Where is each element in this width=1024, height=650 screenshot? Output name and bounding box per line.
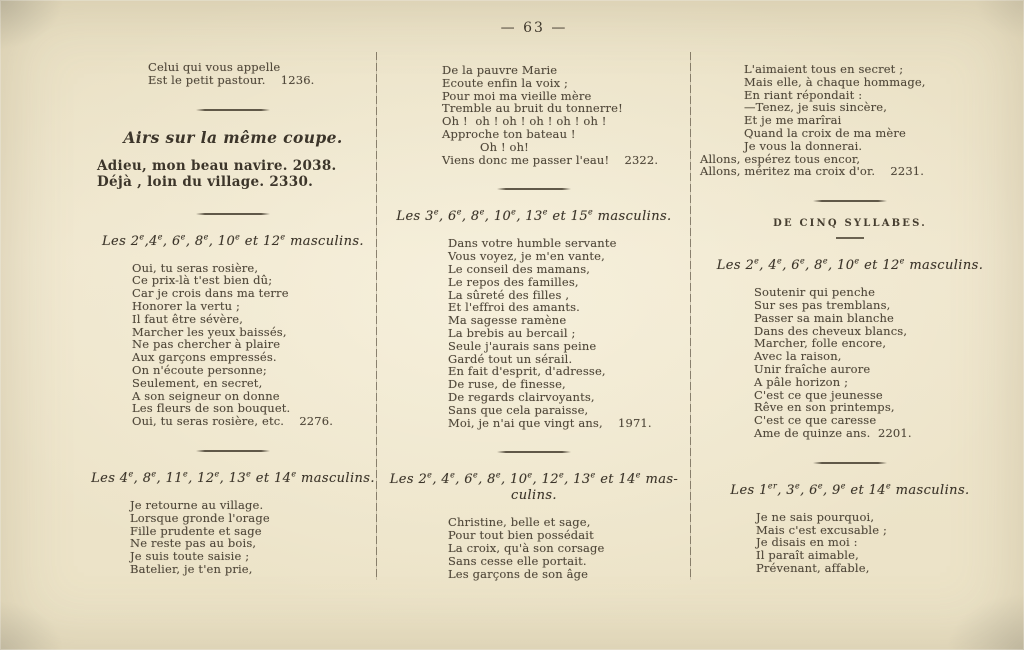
section-divider <box>813 462 887 464</box>
poem-line: La sûreté des filles , <box>448 287 570 302</box>
poem-block <box>380 64 688 166</box>
short-divider <box>836 237 864 239</box>
poem-line: Seulement, en secret, <box>132 375 263 390</box>
poem-line: Il paraît aimable, <box>756 548 859 563</box>
poem-line: Les fleurs de son bouquet. <box>132 401 291 416</box>
section-divider <box>497 188 571 190</box>
poem-block <box>694 63 1006 178</box>
poem-line: Je suis toute saisie ; <box>130 549 250 564</box>
section-divider <box>196 213 270 215</box>
poem-line: Aux garçons empressés. <box>132 350 277 365</box>
poem-line: A son seigneur on donne <box>132 388 280 403</box>
poem-line: Ame de quinze ans. 2201. <box>754 425 912 440</box>
poem-line: On n'écoute personne; <box>132 362 267 377</box>
poem-line: Rêve en son printemps, <box>754 400 895 415</box>
poem-line: Quand la croix de ma mère <box>744 125 906 140</box>
poem-line: La croix, qu'à son corsage <box>448 540 605 555</box>
poem-line: Passer sa main blanche <box>754 310 895 325</box>
poem-line: Le repos des familles, <box>448 274 579 289</box>
poem-line: Je ne sais pourquoi, <box>756 509 875 524</box>
heading-line: Les 2e,4e, 6e, 8e, 10e et 12e masculins. <box>102 232 364 249</box>
poem-line: Oui, tu seras rosière, etc. 2276. <box>132 414 334 429</box>
section-heading <box>380 472 688 504</box>
poem-line: Je vous la donnerai. <box>744 138 863 153</box>
column-center <box>380 0 688 580</box>
song-list-line: Déjà , loin du village. 2330. <box>97 174 314 191</box>
poem-line: Soutenir qui penche <box>754 285 876 300</box>
heading-line: Les 3e, 6e, 8e, 10e, 13e et 15e masculins. <box>396 208 672 225</box>
poem-line: Sur ses pas tremblans, <box>754 297 891 312</box>
poem-line: Pour moi ma vieille mère <box>442 88 592 103</box>
poem-line: Tremble au bruit du tonnerre! <box>442 101 623 116</box>
poem-line: En riant répondait : <box>744 87 863 102</box>
poem-line: Oui, tu seras rosière, <box>132 260 259 275</box>
poem-line: Ne reste pas au bois, <box>130 536 257 551</box>
poem-line: Batelier, je t'en prie, <box>130 561 253 576</box>
poem-line: A pâle horizon ; <box>754 374 849 389</box>
poem-line: C'est ce que jeunesse <box>754 387 883 402</box>
poem-line: Honorer la vertu ; <box>132 298 240 313</box>
poem-line: Ne pas chercher à plaire <box>132 337 281 352</box>
section-heading <box>380 209 688 225</box>
poem-line: Le conseil des mamans, <box>448 261 591 276</box>
poem-line: Lorsque gronde l'orage <box>130 510 270 525</box>
poem-line: De la pauvre Marie <box>442 63 558 77</box>
column-rule-right <box>690 52 691 580</box>
poem-line: Ce prix-là t'est bien dû; <box>132 273 273 288</box>
poem-line: Ma sagesse ramène <box>448 313 567 328</box>
heading-line: Les 1er, 3e, 6e, 9e et 14e masculins. <box>730 481 970 498</box>
heading-line: Les 2e, 4e, 6e, 8e, 10e et 12e masculins. <box>716 256 984 274</box>
section-heading <box>90 234 376 250</box>
poem-block <box>380 237 688 429</box>
song-list-line: Adieu, mon beau navire. 2038. <box>97 157 337 174</box>
poem-line: Fille prudente et sage <box>130 523 262 538</box>
section-divider <box>813 200 887 202</box>
section-heading <box>694 483 1006 499</box>
poem-line: Ecoute enfin la voix ; <box>442 75 569 90</box>
poem-line: Pour tout bien possédait <box>448 528 594 543</box>
poem-line: Allons, méritez ma croix d'or. 2231. <box>700 164 925 179</box>
poem-line: Oh ! oh ! oh ! oh ! oh ! oh ! <box>442 114 607 129</box>
heading-line: Les 2e, 4e, 6e, 8e, 10e, 12e, 13e et 14e mas- <box>389 471 679 488</box>
poem-line: Et je me marîrai <box>744 113 842 128</box>
poem-line: De regards clairvoyants, <box>448 389 595 404</box>
section-divider <box>497 451 571 453</box>
poem-line: De ruse, de finesse, <box>448 377 566 392</box>
poem-line: Viens donc me passer l'eau! 2322. <box>442 152 659 167</box>
section-heading <box>694 258 1006 274</box>
poem-block <box>90 61 376 87</box>
poem-line: Approche ton bateau ! <box>442 126 576 141</box>
poem-line: Les garçons de son âge <box>448 566 589 581</box>
heading-line: culins. <box>511 488 557 504</box>
poem-line: Est le petit pastour. 1236. <box>148 72 315 87</box>
poem-line: Unir fraîche aurore <box>754 361 871 376</box>
section-divider <box>196 450 270 452</box>
poem-line: Je retourne au village. <box>130 497 264 512</box>
poem-line: Marcher les yeux baissés, <box>132 324 287 339</box>
poem-line: En fait d'esprit, d'adresse, <box>448 364 606 379</box>
poem-line: Mais c'est excusable ; <box>756 522 888 537</box>
poem-line: Gardé tout un sérail. <box>448 351 573 366</box>
syllable-section-heading <box>694 218 1006 229</box>
poem-block <box>694 286 1006 440</box>
poem-line: Il faut être sévère, <box>132 311 244 326</box>
poem-line: Avec la raison, <box>754 349 842 364</box>
column-right <box>694 0 1006 575</box>
caps-line: DE CINQ SYLLABES. <box>773 218 927 230</box>
poem-block <box>694 511 1006 575</box>
poem-line: La brebis au bercail ; <box>448 325 576 340</box>
poem-line: C'est ce que caresse <box>754 413 877 428</box>
air-title-line: Airs sur la même coupe. <box>123 127 343 147</box>
poem-line: L'aimaient tous en secret ; <box>744 62 904 76</box>
poem-line: —Tenez, je suis sincère, <box>744 100 888 115</box>
poem-line: Christine, belle et sage, <box>448 515 591 530</box>
poem-block <box>90 262 376 428</box>
poem-line: Vous voyez, je m'en vante, <box>448 249 605 264</box>
poem-line: Car je crois dans ma terre <box>132 286 289 301</box>
poem-block <box>90 499 376 576</box>
air-category-title <box>90 129 376 146</box>
poem-line: Et l'effroi des amants. <box>448 300 580 315</box>
poem-line: Sans que cela paraisse, <box>448 402 589 417</box>
poem-line: Marcher, folle encore, <box>754 336 887 351</box>
column-left <box>90 0 376 576</box>
section-heading <box>90 471 376 487</box>
poem-block <box>380 516 688 580</box>
poem-line: Dans des cheveux blancs, <box>754 323 908 338</box>
section-divider <box>196 109 270 111</box>
page-number: — 63 — <box>500 20 568 36</box>
poem-line: Oh ! oh! <box>480 139 529 154</box>
column-rule-left <box>376 52 377 580</box>
heading-line: Les 4e, 8e, 11e, 12e, 13e et 14e masculins. <box>91 469 375 486</box>
poem-line: Celui qui vous appelle <box>148 60 281 74</box>
poem-line: Moi, je n'ai que vingt ans, 1971. <box>448 415 652 430</box>
poem-line: Allons, espérez tous encor, <box>700 151 861 166</box>
poem-line: Mais elle, à chaque hommage, <box>744 74 926 89</box>
poem-line: Dans votre humble servante <box>448 236 617 251</box>
poem-line: Sans cesse elle portait. <box>448 553 587 568</box>
poem-line: Seule j'aurais sans peine <box>448 338 597 353</box>
poem-line: Je disais en moi : <box>756 535 858 550</box>
poem-line: Prévenant, affable, <box>756 560 870 575</box>
song-reference-list <box>90 158 376 191</box>
